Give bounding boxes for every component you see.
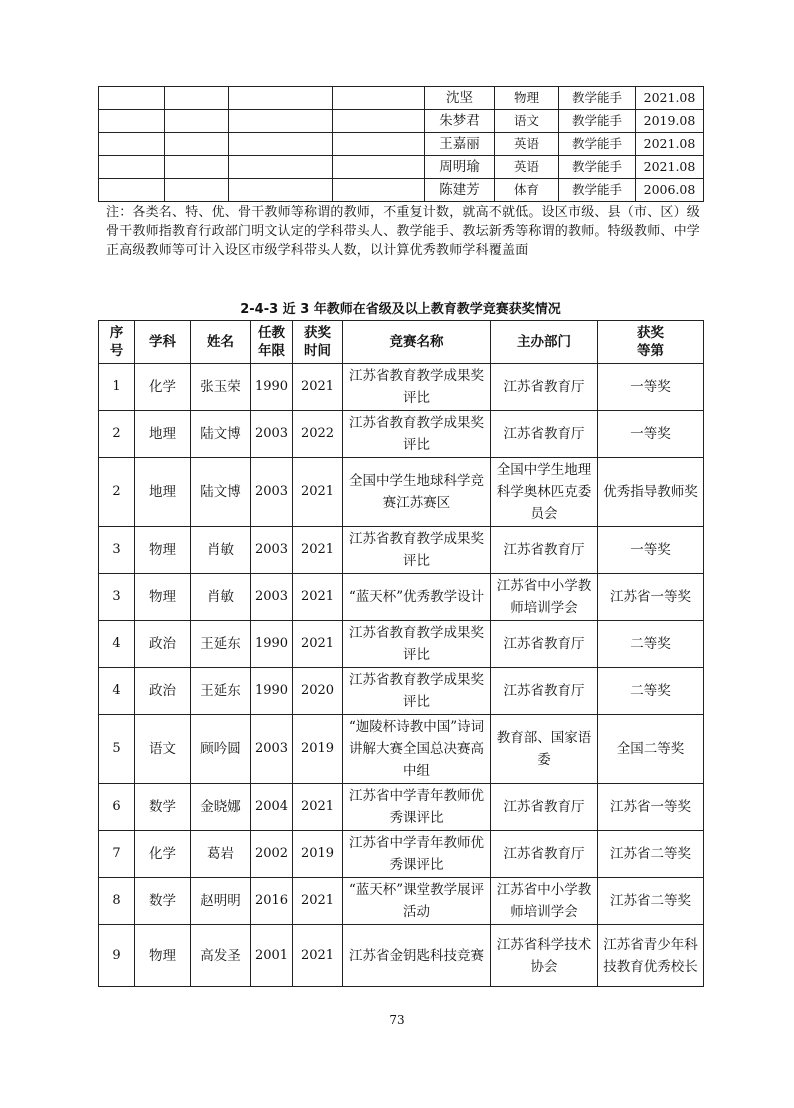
header-level: 获奖 等第	[598, 321, 704, 364]
empty-cell	[333, 110, 425, 133]
subject-cell: 地理	[135, 411, 191, 458]
award-level-cell: 江苏省青少年科技教育优秀校长	[598, 925, 704, 987]
award-level-cell: 一等奖	[598, 364, 704, 411]
seq-cell: 3	[99, 527, 135, 574]
teacher-name-cell: 肖敏	[191, 574, 251, 621]
teacher-name-cell: 陆文博	[191, 411, 251, 458]
header-name: 姓名	[191, 321, 251, 364]
table-row	[99, 156, 704, 179]
empty-cell	[99, 179, 165, 202]
years-cell: 2003	[251, 411, 293, 458]
table-row	[99, 784, 704, 831]
table-row	[99, 527, 704, 574]
title-cell: 教学能手	[559, 87, 636, 110]
seq-cell: 2	[99, 458, 135, 527]
organizer-cell: 江苏省教育厅	[491, 411, 598, 458]
teacher-name-cell: 肖敏	[191, 527, 251, 574]
subject-cell: 物理	[495, 87, 559, 110]
empty-cell	[229, 156, 333, 179]
organizer-cell: 江苏省中小学教师培训学会	[491, 878, 598, 925]
seq-cell: 9	[99, 925, 135, 987]
teacher-name-cell: 周明瑜	[425, 156, 495, 179]
award-time-cell: 2021	[293, 527, 343, 574]
table-row	[99, 110, 704, 133]
seq-cell: 4	[99, 621, 135, 668]
date-cell: 2006.08	[636, 179, 704, 202]
award-time-cell: 2019	[293, 715, 343, 784]
years-cell: 2001	[251, 925, 293, 987]
date-cell: 2021.08	[636, 156, 704, 179]
competition-cell: “蓝天杯”课堂教学展评活动	[343, 878, 491, 925]
table-row	[99, 133, 704, 156]
award-time-cell: 2021	[293, 878, 343, 925]
table-row	[99, 87, 704, 110]
years-cell: 2016	[251, 878, 293, 925]
organizer-cell: 江苏省教育厅	[491, 364, 598, 411]
subject-cell: 英语	[495, 156, 559, 179]
subject-cell: 数学	[135, 878, 191, 925]
subject-cell: 政治	[135, 668, 191, 715]
header-seq: 序 号	[99, 321, 135, 364]
award-level-cell: 江苏省二等奖	[598, 878, 704, 925]
organizer-cell: 江苏省教育厅	[491, 784, 598, 831]
award-level-cell: 江苏省一等奖	[598, 784, 704, 831]
competition-cell: 江苏省教育教学成果奖评比	[343, 668, 491, 715]
organizer-cell: 全国中学生地理科学奥林匹克委员会	[491, 458, 598, 527]
table-row	[99, 831, 704, 878]
award-time-cell: 2019	[293, 831, 343, 878]
teacher-name-cell: 顾吟圆	[191, 715, 251, 784]
teacher-name-cell: 陈建芳	[425, 179, 495, 202]
teacher-name-cell: 高发圣	[191, 925, 251, 987]
header-time: 获奖 时间	[293, 321, 343, 364]
competition-cell: 江苏省教育教学成果奖评比	[343, 527, 491, 574]
years-cell: 2004	[251, 784, 293, 831]
competition-cell: 全国中学生地球科学竞赛江苏赛区	[343, 458, 491, 527]
title-cell: 教学能手	[559, 179, 636, 202]
table-row	[99, 621, 704, 668]
teacher-name-cell: 王延东	[191, 621, 251, 668]
organizer-cell: 教育部、国家语委	[491, 715, 598, 784]
empty-cell	[229, 110, 333, 133]
date-cell: 2021.08	[636, 133, 704, 156]
competition-cell: 江苏省中学青年教师优秀课评比	[343, 831, 491, 878]
award-time-cell: 2021	[293, 784, 343, 831]
empty-cell	[165, 133, 229, 156]
subject-cell: 英语	[495, 133, 559, 156]
award-level-cell: 一等奖	[598, 411, 704, 458]
award-time-cell: 2021	[293, 458, 343, 527]
organizer-cell: 江苏省教育厅	[491, 668, 598, 715]
empty-cell	[165, 87, 229, 110]
competition-cell: 江苏省金钥匙科技竞赛	[343, 925, 491, 987]
subject-cell: 物理	[135, 527, 191, 574]
empty-cell	[99, 133, 165, 156]
empty-cell	[333, 87, 425, 110]
award-level-cell: 一等奖	[598, 527, 704, 574]
subject-cell: 语文	[495, 110, 559, 133]
awards-table	[98, 320, 704, 987]
table-row	[99, 715, 704, 784]
organizer-cell: 江苏省教育厅	[491, 527, 598, 574]
organizer-cell: 江苏省中小学教师培训学会	[491, 574, 598, 621]
seq-cell: 2	[99, 411, 135, 458]
teacher-name-cell: 王延东	[191, 668, 251, 715]
header-years: 任教 年限	[251, 321, 293, 364]
competition-cell: 江苏省教育教学成果奖评比	[343, 364, 491, 411]
award-level-cell: 江苏省一等奖	[598, 574, 704, 621]
header-organizer: 主办部门	[491, 321, 598, 364]
years-cell: 1990	[251, 364, 293, 411]
page-number: 73	[389, 1013, 405, 1027]
header-subject: 学科	[135, 321, 191, 364]
empty-cell	[333, 156, 425, 179]
award-time-cell: 2020	[293, 668, 343, 715]
title-cell: 教学能手	[559, 110, 636, 133]
award-time-cell: 2021	[293, 621, 343, 668]
seq-cell: 6	[99, 784, 135, 831]
empty-cell	[333, 133, 425, 156]
years-cell: 1990	[251, 621, 293, 668]
award-level-cell: 全国二等奖	[598, 715, 704, 784]
competition-cell: 江苏省教育教学成果奖评比	[343, 411, 491, 458]
years-cell: 2003	[251, 574, 293, 621]
subject-cell: 物理	[135, 925, 191, 987]
table-row	[99, 878, 704, 925]
years-cell: 2003	[251, 715, 293, 784]
award-time-cell: 2021	[293, 574, 343, 621]
table-row	[99, 364, 704, 411]
subject-cell: 政治	[135, 621, 191, 668]
award-level-cell: 二等奖	[598, 621, 704, 668]
award-level-cell: 江苏省二等奖	[598, 831, 704, 878]
competition-cell: 江苏省中学青年教师优秀课评比	[343, 784, 491, 831]
teacher-titles-table	[98, 86, 704, 202]
table-row	[99, 179, 704, 202]
awards-table-title: 2-4-3 近 3 年教师在省级及以上教育教学竞赛获奖情况	[240, 302, 561, 317]
seq-cell: 1	[99, 364, 135, 411]
subject-cell: 化学	[135, 364, 191, 411]
competition-cell: 江苏省教育教学成果奖评比	[343, 621, 491, 668]
award-time-cell: 2021	[293, 925, 343, 987]
organizer-cell: 江苏省科学技术协会	[491, 925, 598, 987]
seq-cell: 7	[99, 831, 135, 878]
table-note: 注：各类名、特、优、骨干教师等称谓的教师，不重复计数，就高不就低。设区市级、县（市、区）级骨干教师指教育行政部门明文认定的学科带头人、教学能手、教坛新秀等称谓的教师。特级教师、中学正高级教师等可计入设区市级学科带头人数，以计算优秀教师学科覆盖面	[106, 205, 701, 258]
award-level-cell: 二等奖	[598, 668, 704, 715]
empty-cell	[333, 179, 425, 202]
teacher-name-cell: 朱梦君	[425, 110, 495, 133]
years-cell: 1990	[251, 668, 293, 715]
subject-cell: 化学	[135, 831, 191, 878]
subject-cell: 物理	[135, 574, 191, 621]
empty-cell	[99, 87, 165, 110]
date-cell: 2021.08	[636, 87, 704, 110]
teacher-name-cell: 陆文博	[191, 458, 251, 527]
seq-cell: 4	[99, 668, 135, 715]
subject-cell: 地理	[135, 458, 191, 527]
empty-cell	[229, 87, 333, 110]
empty-cell	[229, 179, 333, 202]
seq-cell: 8	[99, 878, 135, 925]
empty-cell	[229, 133, 333, 156]
award-time-cell: 2021	[293, 364, 343, 411]
awards-header-row	[99, 321, 704, 364]
subject-cell: 数学	[135, 784, 191, 831]
teacher-name-cell: 张玉荣	[191, 364, 251, 411]
years-cell: 2002	[251, 831, 293, 878]
table-row	[99, 668, 704, 715]
teacher-name-cell: 沈坚	[425, 87, 495, 110]
empty-cell	[165, 156, 229, 179]
subject-cell: 体育	[495, 179, 559, 202]
teacher-name-cell: 金晓娜	[191, 784, 251, 831]
award-level-cell: 优秀指导教师奖	[598, 458, 704, 527]
years-cell: 2003	[251, 458, 293, 527]
empty-cell	[99, 156, 165, 179]
empty-cell	[99, 110, 165, 133]
teacher-name-cell: 赵明明	[191, 878, 251, 925]
teacher-name-cell: 王嘉丽	[425, 133, 495, 156]
seq-cell: 5	[99, 715, 135, 784]
seq-cell: 3	[99, 574, 135, 621]
title-cell: 教学能手	[559, 133, 636, 156]
teacher-name-cell: 葛岩	[191, 831, 251, 878]
competition-cell: “蓝天杯”优秀教学设计	[343, 574, 491, 621]
empty-cell	[165, 110, 229, 133]
table-row	[99, 411, 704, 458]
subject-cell: 语文	[135, 715, 191, 784]
table-row	[99, 925, 704, 987]
empty-cell	[165, 179, 229, 202]
award-time-cell: 2022	[293, 411, 343, 458]
table-row	[99, 574, 704, 621]
title-cell: 教学能手	[559, 156, 636, 179]
organizer-cell: 江苏省教育厅	[491, 621, 598, 668]
table-row	[99, 458, 704, 527]
header-competition: 竞赛名称	[343, 321, 491, 364]
organizer-cell: 江苏省教育厅	[491, 831, 598, 878]
date-cell: 2019.08	[636, 110, 704, 133]
competition-cell: “迦陵杯诗教中国”诗词讲解大赛全国总决赛高中组	[343, 715, 491, 784]
years-cell: 2003	[251, 527, 293, 574]
